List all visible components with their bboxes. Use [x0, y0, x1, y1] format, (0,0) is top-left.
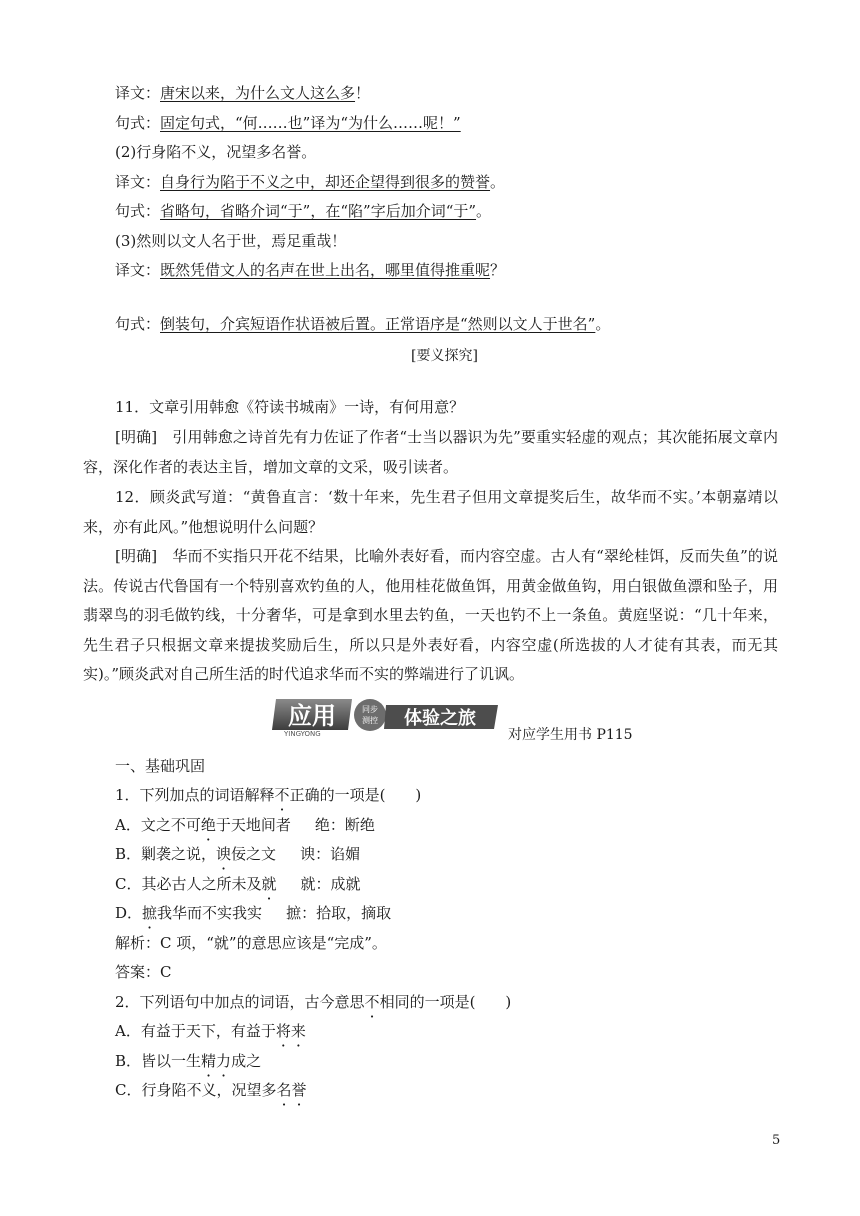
source-sentence-2: (2)行身陷不义，况望多名誉。: [115, 143, 317, 161]
banner-trail-text: 体验之旅: [404, 708, 476, 729]
banner-reference: 对应学生用书 P115: [508, 727, 633, 743]
sentence-pattern-text: 省略句，省略介词“于”，在“陷”字后加介词“于”: [160, 202, 477, 220]
question-11: 11．文章引用韩愈《符读书城南》一诗，有何用意？: [115, 398, 465, 416]
question-12: 12．顾炎武写道：“黄鲁直言：‘数十年来，先生君子但用文章提奖后生，故华而不实。’本朝嘉靖以来，亦有此风。”他想说明什么问题？: [83, 488, 778, 536]
translation-line-3: 译文：既然凭借文人的名声在世上出名，哪里值得推重呢？: [115, 261, 506, 279]
banner-side-bottom: 测控: [362, 716, 378, 725]
sentence-pattern-line-3: 句式：倒装句，介宾短语作状语被后置。正常语序是“然则以文人于世名”。: [115, 315, 611, 333]
translation-text: 唐宋以来，为什么文人这么多: [160, 84, 356, 102]
sentence-pattern-text: 倒装句，介宾短语作状语被后置。正常语序是“然则以文人于世名”: [160, 315, 596, 333]
exercise-q2-option-b: B．皆以一生精力成之: [115, 1052, 262, 1070]
exercise-q1-option-a: A．文之不可绝于天地间者 绝：断绝: [115, 816, 375, 834]
exercise-q1-option-d: D．摭我华而不实我实 摭：拾取，摘取: [115, 904, 392, 922]
translation-line-1: 译文：唐宋以来，为什么文人这么多！: [115, 84, 371, 102]
page-number: 5: [772, 1133, 781, 1148]
section-banner: [272, 696, 502, 738]
banner-main-text: 应用: [288, 702, 336, 730]
sentence-pattern-line-2: 句式：省略句，省略介词“于”，在“陷”字后加介词“于”。: [115, 202, 492, 220]
exercise-heading: 一、基础巩固: [115, 757, 206, 775]
translation-text: 自身行为陷于不义之中，却还企望得到很多的赞誉: [160, 173, 491, 191]
exercise-q1-option-b: B．剿袭之说，谀佞之文 谀：谄媚: [115, 845, 361, 863]
translation-line-2: 译文：自身行为陷于不义之中，却还企望得到很多的赞誉。: [115, 173, 506, 191]
exercise-q1: 1．下列加点的词语解释不正确的一项是( ): [115, 786, 422, 804]
exercise-q2-option-c: C．行身陷不义，况望多名誉: [115, 1081, 307, 1099]
exercise-q2: 2．下列语句中加点的词语，古今意思不相同的一项是( ): [115, 993, 512, 1011]
exercise-q2-option-a: A．有益于天下，有益于将来: [115, 1022, 306, 1040]
banner-pinyin: YINGYONG: [284, 730, 321, 738]
sentence-pattern-line-1: 句式：固定句式，“何……也”译为“为什么……呢！”: [115, 114, 461, 132]
section-tag: [要义探究]: [411, 348, 478, 364]
answer-12: [明确] 华而不实指只开花不结果，比喻外表好看，而内容空虚。古人有“翠纶桂饵，反而失鱼”的说法。传说古代鲁国有一个特别喜欢钓鱼的人，他用桂花做鱼饵，用黄金做鱼钩，用白银做鱼漂和坠子，用翡翠鸟的羽毛做钓线，十分奢华，可是拿到水里去钓鱼，一天也钓不上一条鱼。黄庭坚说：“几十年来，先生君子只根据文章来提拔奖励后生，所以只是外表好看，内容空虚(所选拔的人才徒有其表，而无其实)。”顾炎武对自己所生活的时代追求华而不实的弊端进行了讥讽。: [83, 547, 778, 683]
source-sentence-3: (3)然则以文人名于世，焉足重哉！: [115, 232, 347, 250]
exercise-q1-option-c: C．其必古人之所未及就 就：成就: [115, 875, 361, 893]
answer-11: [明确] 引用韩愈之诗首先有力佐证了作者“士当以器识为先”要重实轻虚的观点；其次能拓展文章内容，深化作者的表达主旨，增加文章的文采，吸引读者。: [83, 428, 778, 476]
exercise-q1-answer: 答案：C: [115, 963, 172, 981]
banner-circle: [354, 699, 386, 731]
exercise-q1-analysis: 解析：C 项，“就”的意思应该是“完成”。: [115, 934, 387, 952]
banner-side-top: 同步: [362, 705, 378, 714]
translation-text: 既然凭借文人的名声在世上出名，哪里值得推重呢: [160, 261, 491, 279]
sentence-pattern-text: 固定句式，“何……也”译为“为什么……呢！”: [160, 114, 461, 132]
